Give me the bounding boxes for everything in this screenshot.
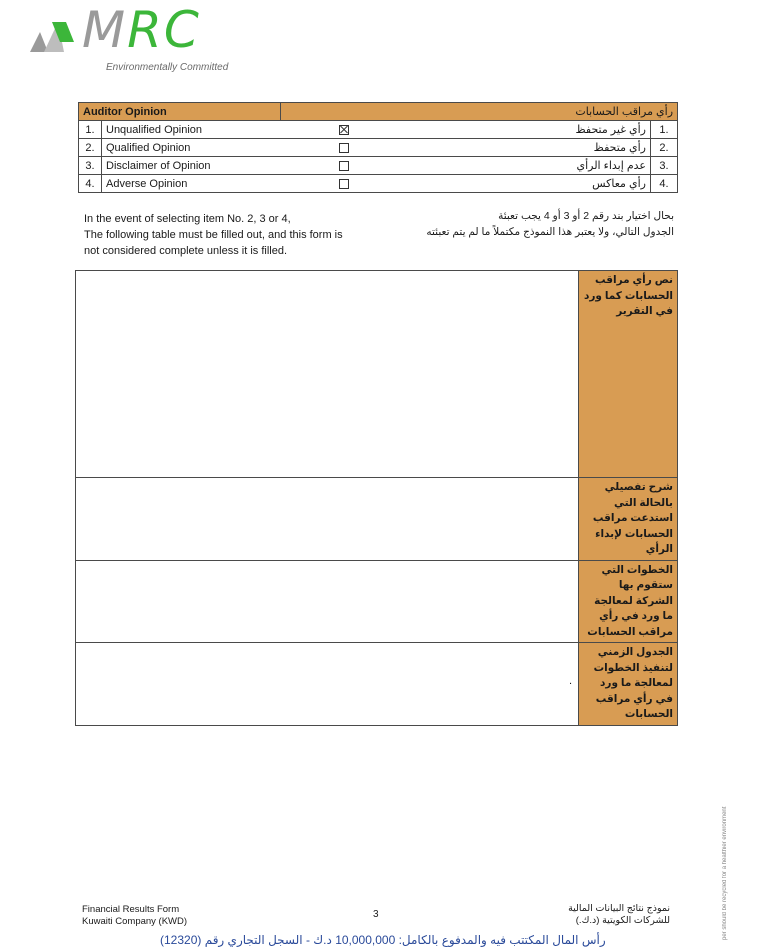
row-number: 2. xyxy=(79,139,102,157)
opinion-text-field[interactable] xyxy=(76,271,579,478)
row-number-ar: 4. xyxy=(651,175,678,193)
detail-row xyxy=(76,478,678,561)
row-number-ar: 1. xyxy=(651,121,678,139)
table-row xyxy=(79,157,678,175)
row-label-ar: عدم إبداء الرأي xyxy=(408,157,651,175)
row-number: 3. xyxy=(79,157,102,175)
instruction-note-en xyxy=(84,211,394,259)
detail-row-label: نص رأي مراقب الحسابات كما ورد في التقرير xyxy=(579,271,678,478)
instruction-note-ar xyxy=(374,208,674,240)
company-registration-line: رأس المال المكتتب فيه والمدفوع بالكامل: 10,000,000 د.ك - السجل التجاري رقم (12320) xyxy=(160,933,606,947)
disclaimer-opinion-checkbox[interactable] xyxy=(339,161,349,171)
detail-row xyxy=(76,271,678,478)
logo-tagline: Environmentally Committed xyxy=(106,62,229,73)
timeline-field[interactable]: . xyxy=(76,643,579,726)
page-number: 3 xyxy=(373,909,379,920)
row-number: 1. xyxy=(79,121,102,139)
footer-form-name xyxy=(82,904,187,928)
footer-line: نموذج نتائج البيانات المالية xyxy=(568,903,670,914)
qualified-opinion-checkbox[interactable] xyxy=(339,143,349,153)
detail-row-label: شرح تفصيلي بالحالة التي استدعت مراقب الحسابات لإبداء الرأي xyxy=(579,478,678,561)
detail-row xyxy=(76,643,678,726)
table-row xyxy=(79,139,678,157)
row-number-ar: 3. xyxy=(651,157,678,175)
footer-line: Financial Results Form xyxy=(82,904,180,915)
row-label-ar: رأي متحفظ xyxy=(408,139,651,157)
row-label-en: Disclaimer of Opinion xyxy=(102,157,281,175)
table-header-en: Auditor Opinion xyxy=(79,103,281,121)
note-line: The following table must be filled out, and this form is xyxy=(84,229,343,241)
footer-form-name-ar xyxy=(568,903,670,927)
row-number: 4. xyxy=(79,175,102,193)
detail-row xyxy=(76,560,678,643)
note-line: بحال اختيار بند رقم 2 أو 3 أو 4 يجب تعبئة xyxy=(498,210,674,222)
detailed-explanation-field[interactable] xyxy=(76,478,579,561)
row-label-ar: رأي معاكس xyxy=(408,175,651,193)
detail-row-label: الخطوات التي ستقوم بها الشركة لمعالجة ما ورد في رأي مراقب الحسابات xyxy=(579,560,678,643)
logo-wordmark: MRC xyxy=(82,1,201,59)
auditor-opinion-table xyxy=(78,102,678,193)
adverse-opinion-checkbox[interactable] xyxy=(339,179,349,189)
table-header-ar: رأي مراقب الحسابات xyxy=(280,103,678,121)
note-line: not considered complete unless it is filled. xyxy=(84,245,287,257)
row-number-ar: 2. xyxy=(651,139,678,157)
table-row xyxy=(79,175,678,193)
row-label-en: Unqualified Opinion xyxy=(102,121,281,139)
recycle-note: per should be recycled for a healthier environment xyxy=(722,806,728,940)
row-label-en: Qualified Opinion xyxy=(102,139,281,157)
remediation-steps-field[interactable] xyxy=(76,560,579,643)
note-line: In the event of selecting item No. 2, 3 or 4, xyxy=(84,213,291,225)
row-label-en: Adverse Opinion xyxy=(102,175,281,193)
table-header-row xyxy=(79,103,678,121)
opinion-detail-table xyxy=(75,270,678,726)
footer-line: Kuwaiti Company (KWD) xyxy=(82,916,188,927)
table-row xyxy=(79,121,678,139)
logo-mark-icon xyxy=(30,18,78,54)
row-label-ar: رأي غير متحفظ xyxy=(408,121,651,139)
unqualified-opinion-checkbox[interactable] xyxy=(339,125,349,135)
detail-row-label: الجدول الزمني لتنفيذ الخطوات لمعالجة ما ورد في رأي مراقب الحسابات xyxy=(579,643,678,726)
footer-line: للشركات الكويتية (د.ك.) xyxy=(575,915,670,926)
note-line: الجدول التالي، ولا يعتبر هذا النموذج مكتملاً ما لم يتم تعبئته xyxy=(426,226,674,238)
